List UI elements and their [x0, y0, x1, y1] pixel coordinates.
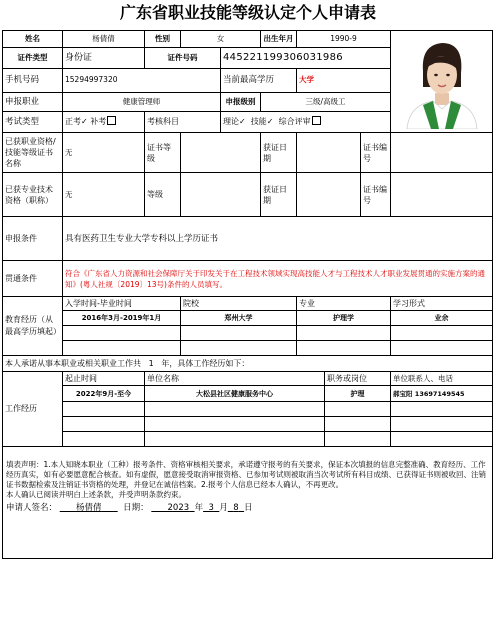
work-company: 大松县社区健康服务中心	[145, 386, 325, 402]
work-history-label: 工作经历	[3, 372, 63, 447]
name-label: 姓名	[3, 31, 63, 48]
subject-overall-checkbox	[312, 116, 321, 125]
subject-skill: 技能	[250, 117, 267, 127]
subject-theory: 理论	[223, 117, 239, 127]
edu-row	[3, 341, 493, 356]
article-value: 符合《广东省人力资源和社会保障厅关于印发关于在工程技术领域实现高技能人才与工程技术人才职业发展贯通的实施方案的通知》(粤人社规〔2019〕13号)条件的人员填写。	[63, 261, 493, 297]
subject-theory-check: ✓	[239, 117, 246, 127]
subject-overall: 综合评审	[278, 117, 311, 127]
date-label: 日期：	[123, 503, 149, 513]
edu-period: 2016年3月-2019年1月	[63, 311, 181, 326]
vocational-cert-value: 无	[63, 133, 145, 173]
conditions-value: 具有医药卫生专业大学专科以上学历证书	[63, 217, 493, 261]
year-unit: 年	[194, 503, 204, 513]
form-title: 广东省职业技能等级认定个人申请表	[119, 3, 376, 22]
exam-type-makeup: 补考	[90, 117, 107, 127]
declaration-paragraph-1: 填表声明：1.本人知晓本职业（工种）报考条件、资格审核相关要求，承诺遵守报考的有关要求，保证本次填报的信息完整准确、教育经历、工作经历真实，如有必要愿意配合核查。如有虚假，愿意接受取消审报资格、已参加考试则被取消当次考试所有科目成绩、已获得证书则被收回、注销证书数据检索及注销证书资格的处理，并登记在诚信档案。2.报考个人信息已经本人确认，不再更改。	[6, 460, 486, 489]
edu-school: 郑州大学	[181, 311, 297, 326]
signature-line	[6, 503, 489, 513]
work-row	[3, 417, 493, 432]
work-years-suffix: 年，具体工作经历如下：	[161, 358, 250, 368]
occupation-label: 申报职业	[3, 92, 63, 111]
tech-no-value	[391, 173, 493, 217]
edu-form: 业余	[391, 311, 493, 326]
edu-header-form: 学习形式	[391, 297, 493, 311]
exam-subject-options	[221, 111, 391, 132]
tech-no-label: 证书编号	[361, 173, 391, 217]
work-position: 护理	[325, 386, 391, 402]
gender-label: 性别	[145, 31, 181, 48]
level-value: 三级/高级工	[261, 92, 391, 111]
work-header-period: 起止时间	[63, 372, 145, 386]
exam-subject-label: 考核科目	[145, 111, 221, 132]
date-month: 3	[208, 503, 214, 513]
vocational-cert-date-label: 获证日期	[261, 133, 297, 173]
id-no-value: 445221199306031986	[221, 48, 391, 69]
education-value: 大学	[297, 69, 391, 92]
exam-type-normal-check: ✓	[81, 117, 88, 127]
month-unit: 月	[219, 503, 228, 513]
work-years-prefix: 本人承诺从事本职业或相关职业工作共	[5, 358, 141, 368]
birth-value: 1990-9	[297, 31, 391, 48]
work-header-company: 单位名称	[145, 372, 325, 386]
tech-title-value: 无	[63, 173, 145, 217]
id-type-value: 身份证	[63, 48, 145, 69]
applicant-photo	[393, 31, 491, 129]
vocational-cert-no-value	[391, 133, 493, 173]
exam-type-label: 考试类型	[3, 111, 63, 132]
name-value: 杨倩倩	[63, 31, 145, 48]
edu-header-period: 入学时间-毕业时间	[63, 297, 181, 311]
work-row	[3, 386, 493, 402]
article-label: 贯通条件	[3, 261, 63, 297]
birth-label: 出生年月	[261, 31, 297, 48]
phone-label: 手机号码	[3, 69, 63, 92]
form-table	[2, 30, 493, 559]
level-label: 申报级别	[221, 92, 261, 111]
work-contact: 郝宝阳 13697149545	[391, 386, 493, 402]
date-day: 8	[233, 503, 239, 513]
gender-value: 女	[181, 31, 261, 48]
occupation-value: 健康管理师	[63, 92, 221, 111]
signature-value: 杨倩倩	[75, 503, 102, 513]
vocational-cert-level-value	[181, 133, 261, 173]
tech-date-label: 获证日期	[261, 173, 297, 217]
id-type-label: 证件类型	[3, 48, 63, 69]
work-header-position: 职务或岗位	[325, 372, 391, 386]
edu-row	[3, 311, 493, 326]
education-history-label: 教育经历（从最高学历填起）	[3, 297, 63, 356]
exam-type-makeup-checkbox	[107, 116, 116, 125]
id-no-label: 证件号码	[145, 48, 221, 69]
subject-skill-check: ✓	[266, 117, 274, 127]
work-years-line	[3, 356, 493, 372]
photo-cell	[391, 31, 493, 133]
tech-date-value	[297, 173, 361, 217]
exam-type-options	[63, 111, 145, 132]
vocational-cert-date-value	[297, 133, 361, 173]
sign-label: 申请人签名：	[6, 503, 58, 513]
work-header-contact: 单位联系人、电话	[391, 372, 493, 386]
exam-type-normal: 正考	[65, 117, 81, 127]
application-form	[2, 30, 492, 630]
day-unit: 日	[244, 503, 253, 513]
vocational-cert-level-label: 证书等级	[145, 133, 181, 173]
edu-header-school: 院校	[181, 297, 297, 311]
declaration	[3, 447, 493, 559]
vocational-cert-label: 已获职业资格/技能等级证书名称	[3, 133, 63, 173]
work-row	[3, 432, 493, 447]
conditions-label: 申报条件	[3, 217, 63, 261]
tech-level-label: 等级	[145, 173, 181, 217]
edu-header-major: 专业	[297, 297, 391, 311]
edu-row	[3, 326, 493, 341]
work-row	[3, 402, 493, 417]
tech-level-value	[181, 173, 261, 217]
work-period: 2022年9月-至今	[63, 386, 145, 402]
edu-major: 护理学	[297, 311, 391, 326]
education-label: 当前最高学历	[221, 69, 297, 92]
vocational-cert-no-label: 证书编号	[361, 133, 391, 173]
date-year: 2023	[167, 503, 190, 513]
tech-title-label: 已获专业技术资格（职称）	[3, 173, 63, 217]
declaration-paragraph-2: 本人确认已阅读并明白上述条款，并受声明条款约束。	[6, 490, 186, 499]
phone-value: 15294997320	[63, 69, 221, 92]
work-years-value: 1	[148, 358, 154, 368]
